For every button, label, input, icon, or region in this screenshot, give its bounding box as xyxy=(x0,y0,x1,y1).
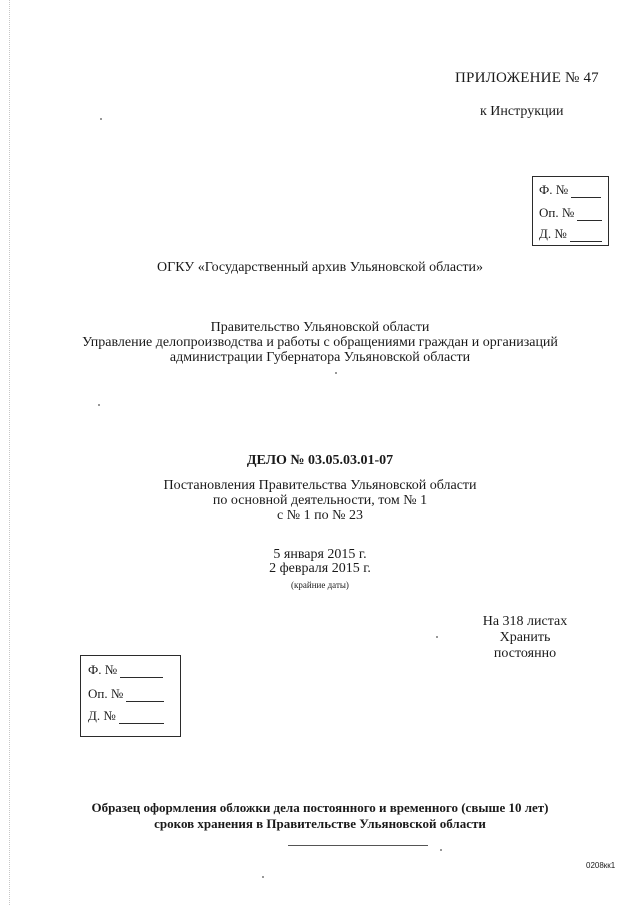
fund-number-row xyxy=(88,662,163,678)
scan-speck xyxy=(262,876,264,878)
footer-divider xyxy=(288,845,428,846)
appendix-title: ПРИЛОЖЕНИЕ № 47 xyxy=(455,70,599,86)
end-date: 2 февраля 2015 г. xyxy=(269,561,371,576)
fund-blank xyxy=(571,185,601,198)
administration-name: администрации Губернатора Ульяновской области xyxy=(169,350,471,365)
fund-label: Ф. № xyxy=(539,182,569,197)
inventory-label: Оп. № xyxy=(539,205,575,220)
archive-reference-box-bottom xyxy=(80,655,181,737)
appendix-subtitle: к Инструкции xyxy=(480,104,564,119)
inventory-blank xyxy=(126,689,164,702)
archive-organization: ОГКУ «Государственный архив Ульяновской области» xyxy=(157,260,483,275)
archive-reference-box-top xyxy=(532,176,609,246)
case-description-line-1: Постановления Правительства Ульяновской области xyxy=(163,478,477,493)
case-blank xyxy=(119,711,164,724)
document-code: 0208кк1 xyxy=(586,861,616,870)
scan-speck xyxy=(100,118,102,120)
government-block xyxy=(0,320,640,365)
fund-label: Ф. № xyxy=(88,662,118,677)
inventory-blank xyxy=(577,208,602,221)
fund-number-row xyxy=(539,182,601,198)
case-label: Д. № xyxy=(88,708,116,723)
case-blank xyxy=(570,229,602,242)
date-range xyxy=(0,548,640,592)
retention-period: Хранить постоянно xyxy=(493,630,557,661)
scan-speck xyxy=(335,372,337,374)
government-name: Правительство Ульяновской области xyxy=(210,320,430,335)
footer-caption xyxy=(0,800,640,832)
start-date: 5 января 2015 г. xyxy=(273,547,367,562)
footer-caption-line-1: Образец оформления обложки дела постоянного и временного (свыше 10 лет) xyxy=(91,800,549,815)
scan-speck xyxy=(440,849,442,851)
inventory-label: Оп. № xyxy=(88,686,124,701)
inventory-number-row xyxy=(88,686,164,702)
scan-speck xyxy=(98,404,100,406)
case-number-row xyxy=(88,708,164,724)
case-number-row xyxy=(539,226,602,242)
sheet-count: На 318 листах xyxy=(482,614,568,629)
case-title: ДЕЛО № 03.05.03.01-07 xyxy=(246,453,394,468)
fund-blank xyxy=(120,665,163,678)
department-name: Управление делопроизводства и работы с обращениями граждан и организаций xyxy=(82,335,558,350)
case-description-line-2: по основной деятельности, том № 1 xyxy=(212,493,428,508)
case-label: Д. № xyxy=(539,226,567,241)
date-note: (крайние даты) xyxy=(291,580,349,590)
storage-info xyxy=(470,614,580,662)
footer-caption-line-2: сроков хранения в Правительстве Ульяновской области xyxy=(154,816,486,831)
case-description-line-3: с № 1 по № 23 xyxy=(277,508,363,523)
case-description xyxy=(0,478,640,523)
inventory-number-row xyxy=(539,205,602,221)
scan-speck xyxy=(436,636,438,638)
